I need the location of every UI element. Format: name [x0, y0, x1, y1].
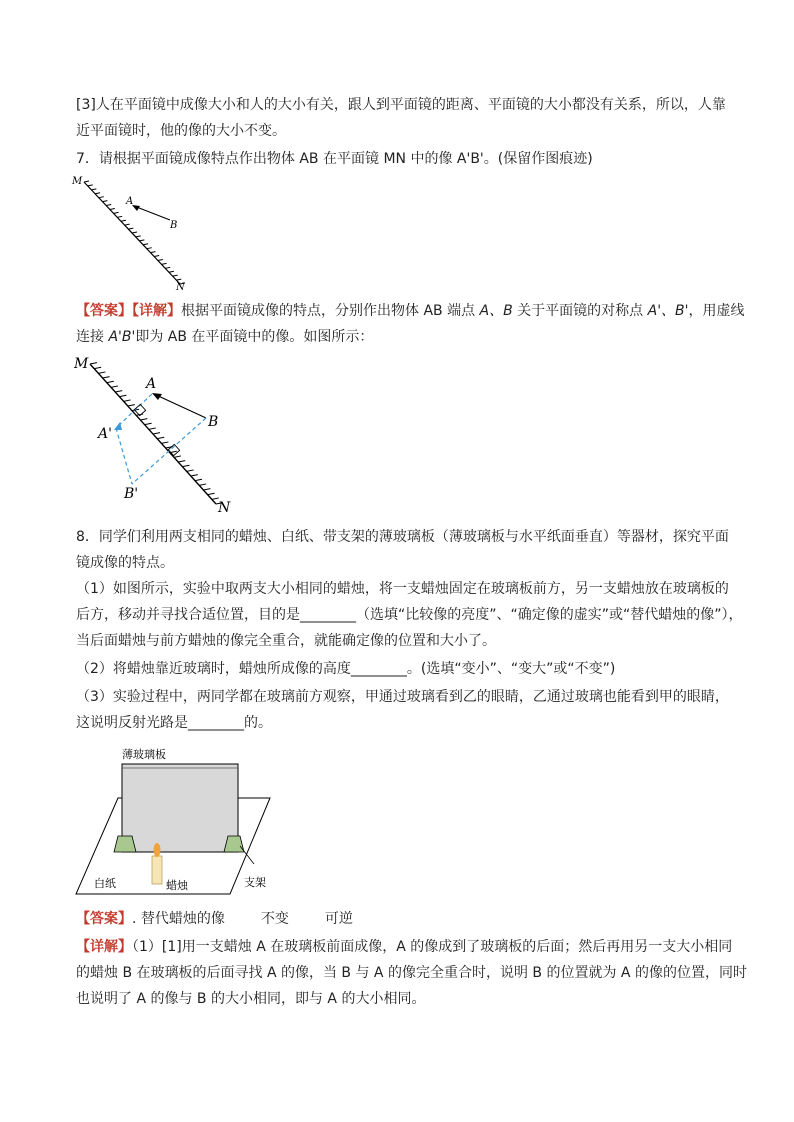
text-line: 后方，移动并寻找合适位置，目的是________（选填“比较像的亮度”、“确定像的虚实”或“替代蜡烛的像”），	[76, 607, 743, 623]
mirror-hatch	[145, 423, 152, 424]
mirror-hatch	[117, 216, 122, 217]
mirror-hatch	[99, 197, 104, 198]
question-7: 7．请根据平面镜成像特点作出物体 AB 在平面镜 MN 中的像 A'B'。(保留作图痕迹)	[76, 151, 593, 167]
label-n: N	[176, 282, 185, 293]
detail-tag: 【详解】	[76, 939, 132, 955]
mirror-hatch	[169, 271, 174, 272]
mirror-hatch	[139, 240, 144, 241]
text-line: （3）实验过程中，两同学都在玻璃前方观察，甲通过玻璃看到乙的眼睛，乙通过玻璃也能看到甲的眼睛，	[76, 689, 729, 705]
label-glass: 薄玻璃板	[122, 748, 166, 761]
mirror-hatch	[187, 470, 194, 471]
mirror-hatch	[128, 405, 135, 406]
mirror-hatch	[106, 205, 111, 206]
text-line: 这说明反射光路是________的。	[76, 715, 272, 731]
text-line: 镜成像的特点。	[76, 555, 174, 571]
text-line: 也说明了 A 的像与 B 的大小相同，即与 A 的大小相同。	[76, 991, 426, 1007]
mirror-hatch	[125, 224, 130, 225]
label-m: M	[72, 176, 83, 187]
mirror-hatch	[176, 279, 181, 280]
label-a-prime: A'	[98, 426, 112, 442]
mirror-hatch	[102, 201, 107, 202]
text: A、B	[479, 303, 513, 319]
text: （1）[1]用一支蜡烛 A 在玻璃板前面成像，A 的像成到了玻璃板的后面；然后再用另一支大小相同	[132, 939, 733, 955]
answer-8-line	[76, 908, 353, 930]
label-a: A	[126, 196, 134, 207]
mirror-hatch	[208, 493, 215, 494]
mirror-hatch	[111, 386, 118, 387]
answer-tag: 【答案】	[76, 911, 132, 927]
mirror-hatch	[114, 212, 119, 213]
answer-7-line	[76, 326, 373, 348]
figure-experiment-setup	[70, 740, 290, 900]
mirror-hatch	[158, 259, 163, 260]
answer-1: . 替代蜡烛的像	[132, 911, 225, 927]
mirror-hatch	[195, 479, 202, 480]
mirror-hatch	[91, 189, 96, 190]
mirror-hatch	[143, 244, 148, 245]
mirror-hatch	[119, 395, 126, 396]
text-line: 当后面蜡烛与前方蜡烛的像完全重合，就能确定像的位置和大小了。	[76, 633, 496, 649]
text-line: [3]人在平面镜中成像大小和人的大小有关，跟人到平面镜的距离、平面镜的大小都没有关系，所以，人靠	[76, 97, 726, 113]
mirror-hatch	[132, 232, 137, 233]
text: A'、B'	[647, 303, 689, 319]
text: 关于平面镜的对称点	[512, 303, 648, 319]
label-paper: 白纸	[94, 877, 116, 890]
label-n: N	[218, 500, 231, 514]
mirror-hatch	[84, 181, 89, 182]
mirror-hatch	[173, 275, 178, 276]
label-b-prime: B'	[124, 486, 139, 502]
text: A'B'	[108, 329, 136, 345]
mirror-hatch	[103, 377, 110, 378]
mirror-hatch	[154, 256, 159, 257]
text: ，用虚线	[688, 303, 745, 319]
mirror-hatch	[147, 248, 152, 249]
mirror-hatch	[174, 456, 181, 457]
text: 即为 AB 在平面镜中的像。如图所示：	[135, 329, 374, 345]
question-8: 8．同学们利用两支相同的蜡烛、白纸、带支架的薄玻璃板（薄玻璃板与水平纸面垂直）等器材，探究平面	[76, 529, 729, 545]
mirror-hatch	[121, 220, 126, 221]
mirror-hatch	[98, 372, 105, 373]
mirror-hatch	[107, 381, 114, 382]
mirror-hatch	[191, 475, 198, 476]
text: 连接	[76, 329, 109, 345]
label-candle: 蜡烛	[166, 879, 188, 892]
answer-7-line	[76, 300, 745, 322]
mirror-hatch	[150, 252, 155, 253]
figure-mirror-question	[70, 172, 200, 294]
figure-mirror-answer	[70, 350, 240, 514]
answer-tag: 【答案】【详解】	[76, 303, 181, 319]
detail-8-line	[76, 936, 732, 958]
mirror-hatch	[140, 419, 147, 420]
text-line: 近平面镜时，他的像的大小不变。	[76, 123, 286, 139]
mirror-hatch	[90, 363, 97, 364]
mirror-hatch	[95, 193, 100, 194]
mirror-hatch	[203, 489, 210, 490]
mirror-hatch	[110, 208, 115, 209]
mirror-hatch	[153, 433, 160, 434]
mirror-hatch	[136, 236, 141, 237]
text-line: （2）将蜡烛靠近玻璃时，蜡烛所成像的高度________。(选填“变小”、“变大”或“不变”)	[76, 661, 616, 677]
mirror-hatch	[94, 367, 101, 368]
text: 根据平面镜成像的特点，分别作出物体 AB 端点	[181, 303, 480, 319]
label-stand: 支架	[244, 876, 266, 889]
label-a: A	[146, 376, 157, 392]
answer-2: 不变	[260, 911, 289, 927]
text-line: 的蜡烛 B 在玻璃板的后面寻找 A 的像，当 B 与 A 的像完全重合时，说明 B 的位置就为 A 的像的位置，同时	[76, 965, 747, 981]
mirror-hatch	[199, 484, 206, 485]
mirror-hatch	[115, 391, 122, 392]
mirror-hatch	[157, 437, 164, 438]
label-b: B	[170, 220, 178, 231]
mirror-hatch	[182, 465, 189, 466]
mirror-hatch	[124, 400, 131, 401]
mirror-hatch	[178, 461, 185, 462]
mirror-hatch	[128, 228, 133, 229]
mirror-hatch	[162, 263, 167, 264]
mirror-hatch	[88, 185, 93, 186]
answer-3: 可逆	[324, 911, 353, 927]
mirror-hatch	[161, 442, 168, 443]
mirror-hatch	[165, 267, 170, 268]
text-line: （1）如图所示，实验中取两支大小相同的蜡烛，将一支蜡烛固定在玻璃板前方，另一支蜡烛放在玻璃板的	[76, 581, 729, 597]
mirror-hatch	[149, 428, 156, 429]
label-m: M	[74, 356, 89, 372]
label-b: B	[208, 414, 219, 430]
